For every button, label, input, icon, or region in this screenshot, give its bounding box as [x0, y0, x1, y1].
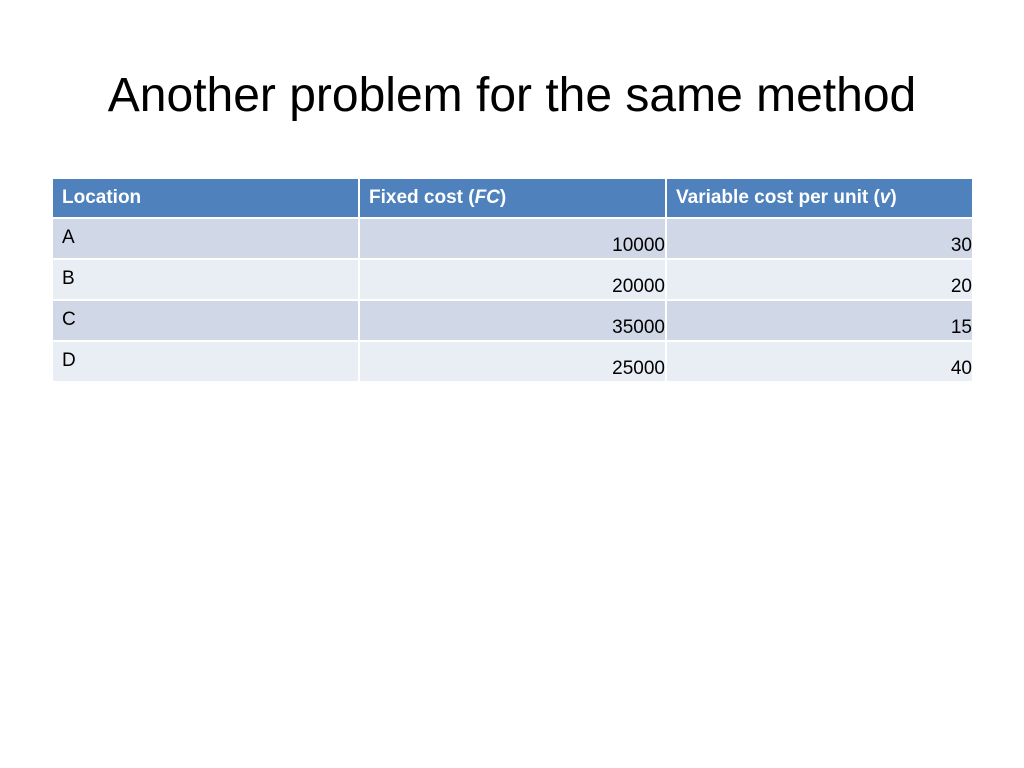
fixed-cost-cell: 20000 — [359, 259, 666, 300]
location-cell: B — [52, 259, 359, 300]
table-header-row — [52, 178, 973, 218]
table-row — [52, 259, 973, 300]
variable-cost-cell: 30 — [666, 218, 973, 259]
variable-cost-cell: 15 — [666, 300, 973, 341]
location-cell: A — [52, 218, 359, 259]
table-row — [52, 341, 973, 382]
header-variable-cost-suffix: ) — [890, 187, 897, 208]
header-fixed-cost — [359, 178, 666, 218]
header-variable-cost-prefix: Variable cost per unit ( — [676, 187, 880, 208]
table-row — [52, 218, 973, 259]
slide-title: Another problem for the same method — [107, 69, 917, 122]
table-row — [52, 300, 973, 341]
fixed-cost-cell: 25000 — [359, 341, 666, 382]
header-variable-cost — [666, 178, 973, 218]
header-fixed-cost-suffix: ) — [499, 187, 507, 208]
fixed-cost-cell: 10000 — [359, 218, 666, 259]
header-location — [52, 178, 359, 218]
header-variable-cost-symbol: v — [879, 187, 891, 208]
location-cell: C — [52, 300, 359, 341]
header-fixed-cost-symbol: FC — [474, 187, 500, 208]
fixed-cost-cell: 35000 — [359, 300, 666, 341]
header-fixed-cost-prefix: Fixed cost ( — [369, 187, 475, 208]
cost-table — [51, 177, 974, 383]
variable-cost-cell: 20 — [666, 259, 973, 300]
header-location-label: Location — [62, 187, 142, 208]
location-cell: D — [52, 341, 359, 382]
variable-cost-cell: 40 — [666, 341, 973, 382]
